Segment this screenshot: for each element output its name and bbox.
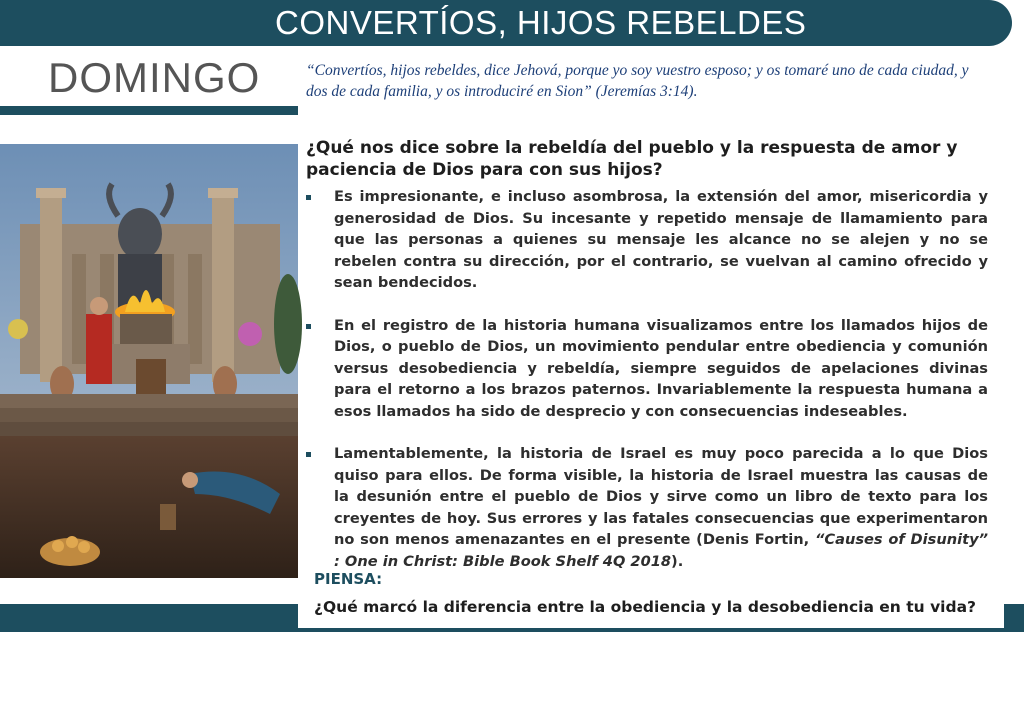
citation-end: ). <box>671 552 684 570</box>
golden-calf-illustration <box>0 144 298 723</box>
footer-line <box>298 628 1024 632</box>
content-area <box>306 137 988 593</box>
bullet-icon <box>306 195 311 200</box>
bullet-text: Es impresionante, e incluso asombrosa, la extensión del amor, misericordia y generosidad de Dios. Su incesante y repetido mensaje de llamamiento para que las personas a quienes su mensaje les alcance no se alejen y no se rebelen contra su dirección, por el contrario, se vuelvan al camino ofrecido y sean bendecidos. <box>334 188 988 291</box>
bullet-item <box>306 443 988 572</box>
bullet-icon <box>306 452 311 457</box>
piensa-label: PIENSA: <box>314 570 383 588</box>
reflection-question: ¿Qué marcó la diferencia entre la obediencia y la desobediencia en tu vida? <box>314 598 977 616</box>
study-question: ¿Qué nos dice sobre la rebeldía del pueblo y la respuesta de amor y paciencia de Dios para con sus hijos? <box>306 138 958 180</box>
bullet-text: Lamentablemente, la historia de Israel es muy poco parecida a lo que Dios quiso para ellos. De forma visible, la historia de Israel muestra las causas de la desunión entre el pueblo de Dios y sirve como un libro de texto para los creyentes de hoy. Sus errores y las fatales consecuencias que experimentaron no son menos amenazantes en el presente (Denis Fortin, <box>334 445 988 548</box>
illustration-svg <box>0 144 298 578</box>
page-title: CONVERTÍOS, HIJOS REBELDES <box>275 4 807 41</box>
citation: “Causes of Disunity” : One in Christ: Bible Book Shelf 4Q 2018 <box>334 531 988 570</box>
image-copyright: © G <box>266 708 295 723</box>
bullet-text: En el registro de la historia humana visualizamos entre los llamados hijos de Dios, o pueblo de Dios, un movimiento pendular entre obediencia y comunión versus desobediencia y rebeldía, siempre seguidos de apelaciones divinas para el retorno a los brazos paternos. Invariablemente la respuesta humana a esos llamados ha sido de desprecio y con consecuencias indeseables. <box>334 316 988 420</box>
bullet-item <box>306 315 988 423</box>
bullet-icon <box>306 324 311 329</box>
bullet-item <box>306 186 988 294</box>
bible-verse: “Convertíos, hijos rebeldes, dice Jehová, porque yo soy vuestro esposo; y os tomaré uno de cada ciudad, y dos de cada familia, y os introduciré en Sion” (Jeremías 3:14). <box>306 62 969 100</box>
footer-bar-left <box>0 604 298 632</box>
bullet-list <box>306 186 988 572</box>
footer-bar-right <box>1004 604 1024 632</box>
day-label: DOMINGO <box>48 54 261 101</box>
day-underline <box>0 106 298 115</box>
